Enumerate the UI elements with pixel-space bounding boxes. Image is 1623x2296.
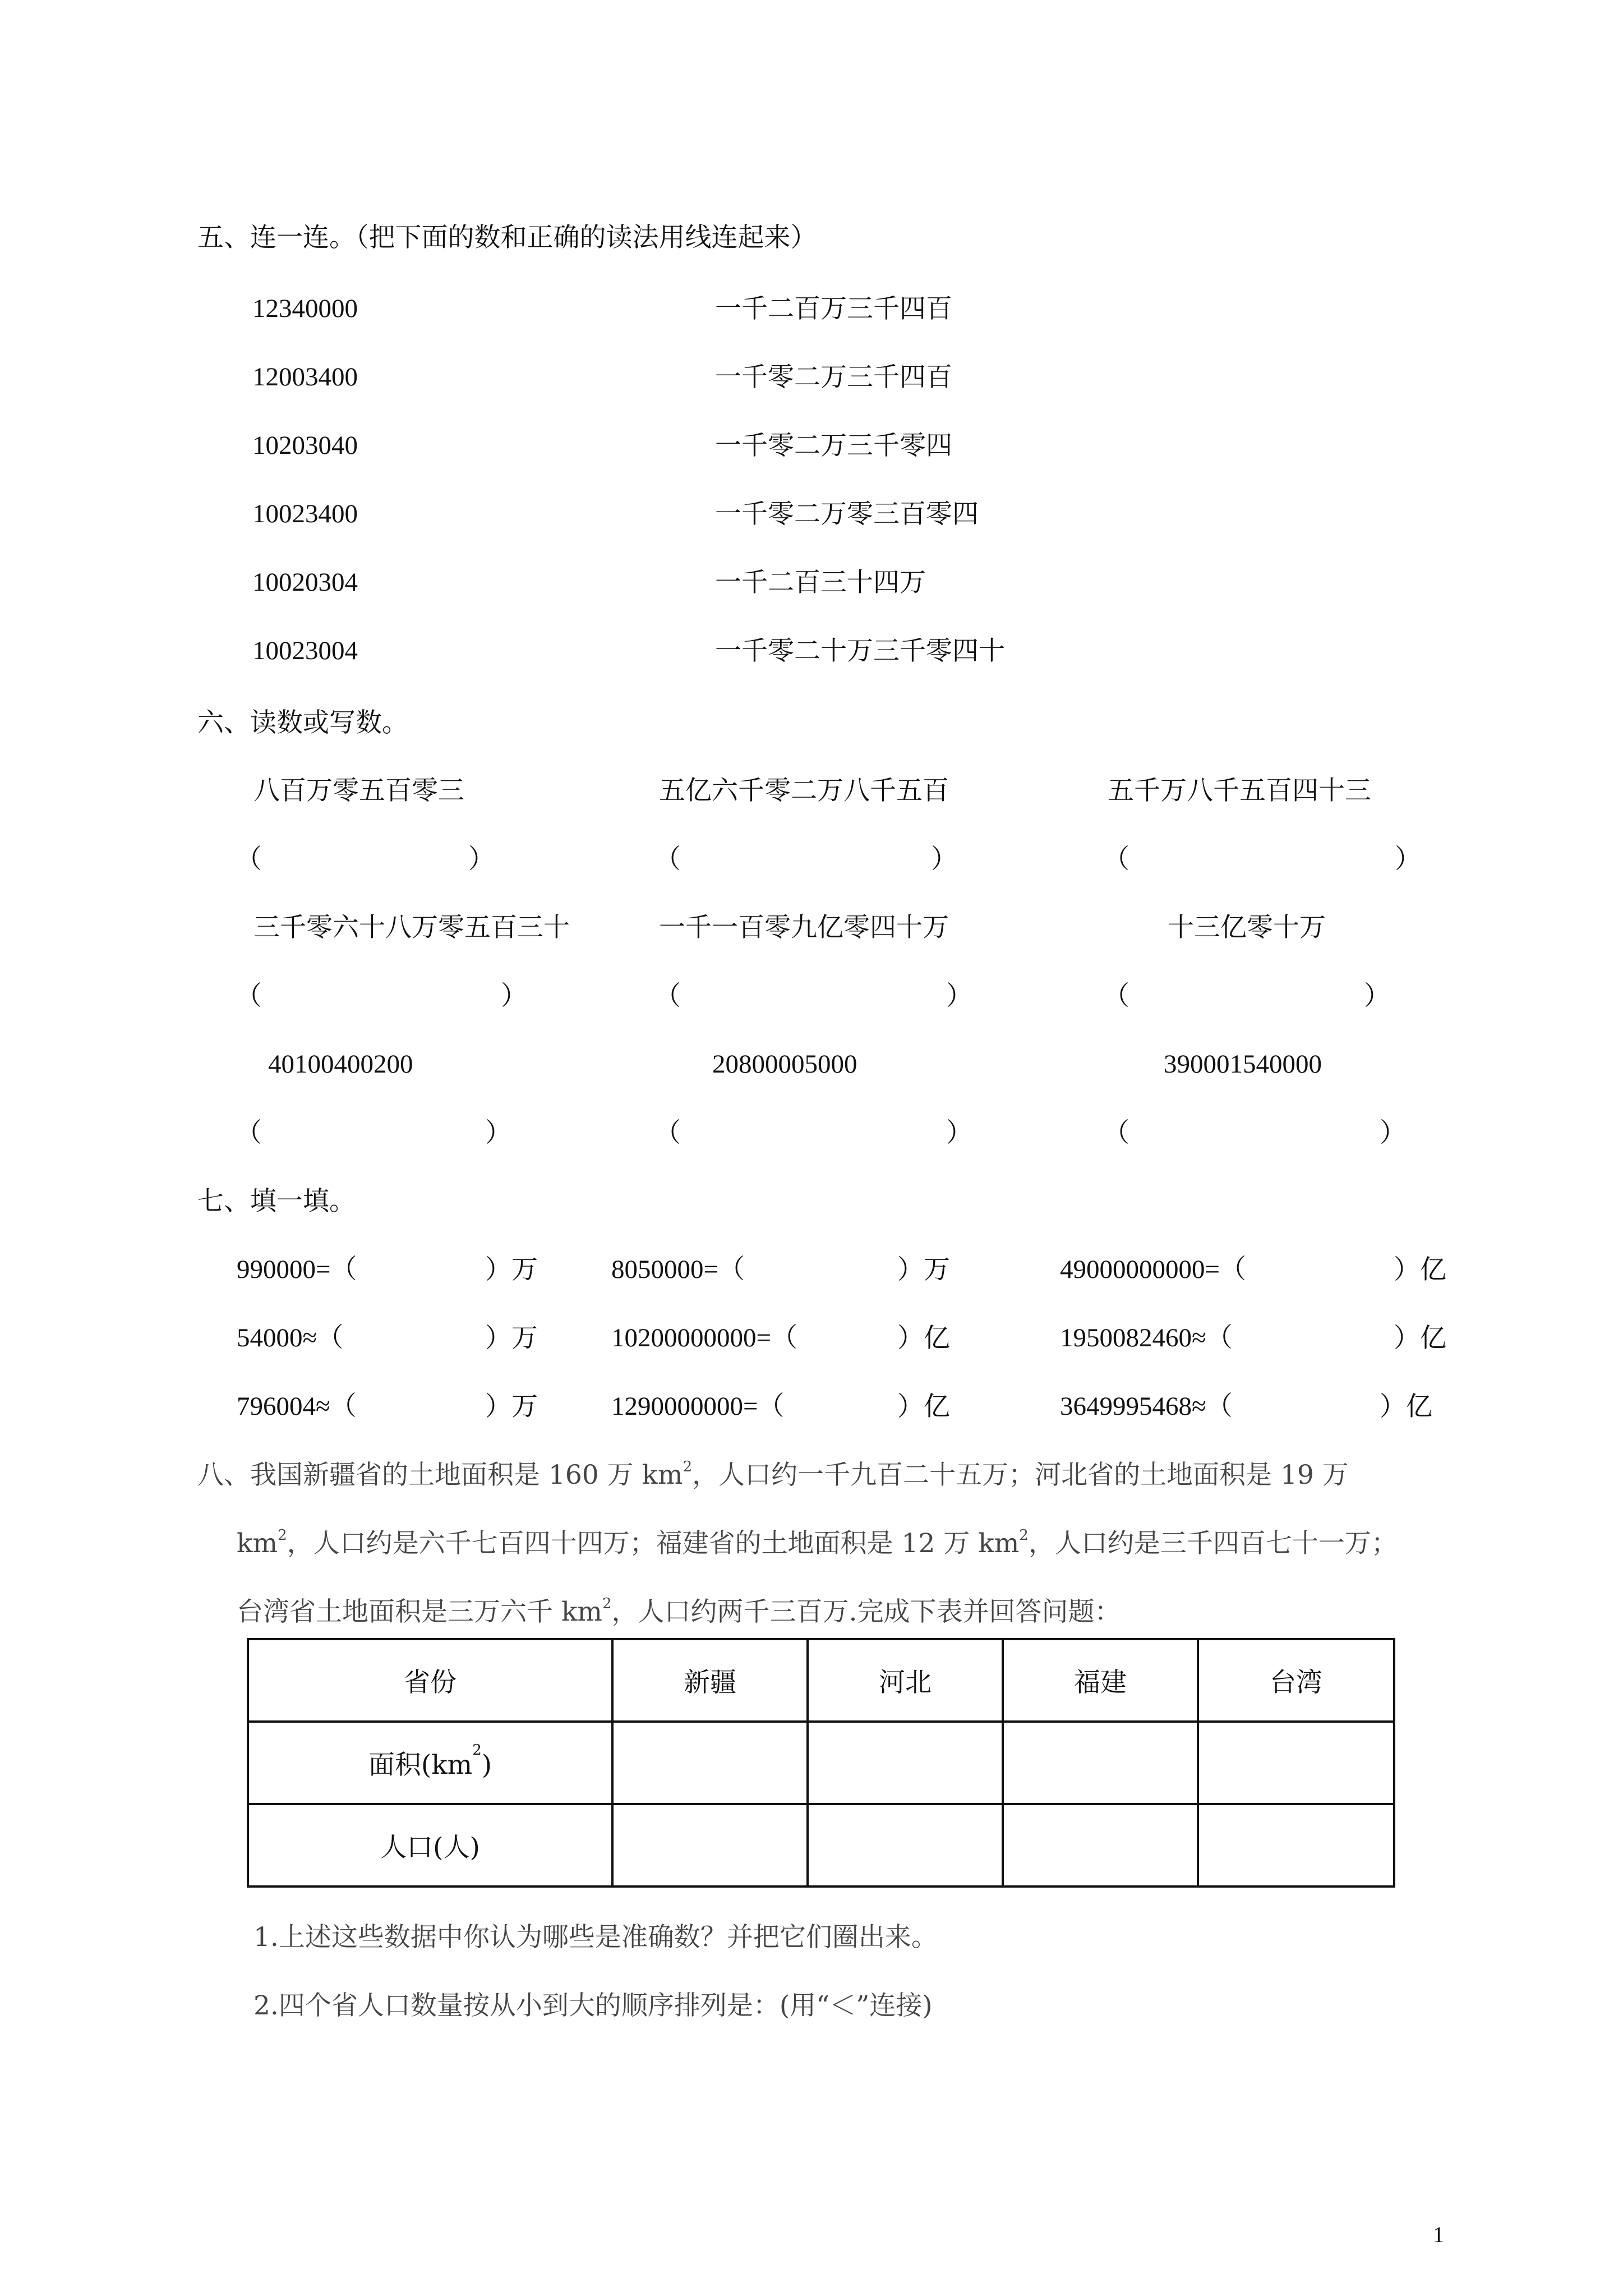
- s7-expr-7[interactable]: 796004≈（: [237, 1392, 357, 1421]
- s6-blank-5-close: ）: [946, 981, 972, 1011]
- s8-sup-4: 2: [602, 1595, 612, 1612]
- s6-item-9: 390001540000: [1164, 1050, 1322, 1079]
- s7-expr-3[interactable]: 49000000000=（: [1060, 1255, 1247, 1284]
- table-row-label-area: [248, 1722, 612, 1804]
- s8-sup-3: 2: [1019, 1527, 1029, 1544]
- s7-unit-8: ）亿: [897, 1391, 950, 1422]
- s7-unit-4: ）万: [485, 1323, 538, 1354]
- s5-reading-3: 一千零二万三千零四: [715, 430, 952, 461]
- s5-number-6: 10023004: [252, 636, 358, 665]
- section-7-title: 七、填一填。: [197, 1186, 356, 1217]
- province-table: [247, 1638, 1395, 1888]
- s8-sup-2: 2: [278, 1527, 287, 1544]
- s7-expr-2[interactable]: 8050000=（: [611, 1255, 745, 1284]
- s6-blank-9-open[interactable]: （: [1103, 1117, 1129, 1148]
- s6-blank-3-open[interactable]: （: [1103, 844, 1129, 875]
- s8-line-1a: 八、我国新疆省的土地面积是 160 万 km: [197, 1460, 683, 1490]
- s6-blank-8-open[interactable]: （: [654, 1117, 681, 1148]
- s5-reading-6: 一千零二十万三千零四十: [715, 636, 1005, 666]
- s5-number-3: 10203040: [252, 431, 358, 460]
- table-cell-input[interactable]: [1198, 1722, 1394, 1804]
- table-cell-input[interactable]: [808, 1804, 1003, 1887]
- table-row: [248, 1639, 1394, 1722]
- page-number: 1: [1433, 2222, 1444, 2247]
- s8-line-3a: 台湾省土地面积是三万六千 km: [237, 1596, 602, 1627]
- s7-unit-9: ）亿: [1380, 1391, 1432, 1422]
- s8-sup-1: 2: [683, 1458, 693, 1475]
- s6-item-5: 一千一百零九亿零四十万: [659, 912, 949, 943]
- s6-blank-9-close: ）: [1380, 1117, 1406, 1148]
- s7-expr-5[interactable]: 10200000000=（: [611, 1323, 798, 1352]
- s6-blank-7-close: ）: [485, 1117, 511, 1148]
- s7-unit-3: ）亿: [1394, 1254, 1446, 1285]
- s6-item-2: 五亿六千零二万八千五百: [659, 775, 949, 806]
- s6-item-8: 20800005000: [712, 1050, 857, 1079]
- s6-blank-7-open[interactable]: （: [236, 1117, 262, 1148]
- s8-line-2c: ，人口约是三千四百七十一万；: [1028, 1528, 1398, 1559]
- table-cell-input[interactable]: [612, 1804, 808, 1887]
- s5-reading-4: 一千零二万零三百零四: [715, 499, 979, 530]
- table-header-cell: 省份: [248, 1639, 612, 1722]
- area-label-sup: 2: [472, 1742, 482, 1759]
- s5-number-1: 12340000: [252, 294, 358, 323]
- s6-blank-1-open[interactable]: （: [236, 844, 262, 875]
- s5-number-2: 12003400: [252, 362, 358, 392]
- s7-unit-7: ）万: [485, 1391, 538, 1422]
- s8-question-2: 2.四个省人口数量按从小到大的顺序排列是：(用“＜”连接): [253, 1990, 933, 2021]
- section-8-line-1: [197, 1458, 1349, 1490]
- area-label-tail: ): [481, 1750, 492, 1780]
- area-label: 面积(km: [368, 1750, 473, 1780]
- table-header-cell: 台湾: [1198, 1639, 1394, 1722]
- s6-blank-8-close: ）: [946, 1117, 972, 1148]
- table-row: [248, 1804, 1394, 1887]
- s6-blank-2-close: ）: [931, 844, 957, 875]
- s6-item-7: 40100400200: [268, 1050, 413, 1079]
- s6-blank-1-close: ）: [468, 844, 495, 875]
- table-cell-input[interactable]: [1198, 1804, 1394, 1887]
- s8-line-2b: ，人口约是六千七百四十四万；福建省的土地面积是 12 万 km: [287, 1528, 1020, 1559]
- s6-item-6: 十三亿零十万: [1168, 912, 1326, 943]
- table-cell-input[interactable]: [1003, 1722, 1198, 1804]
- s7-expr-8[interactable]: 1290000000=（: [611, 1392, 785, 1421]
- s8-line-1b: ，人口约一千九百二十五万；河北省的土地面积是 19 万: [692, 1460, 1349, 1490]
- s5-reading-2: 一千零二万三千四百: [715, 362, 952, 393]
- s6-blank-4-open[interactable]: （: [236, 981, 262, 1011]
- table-cell-input[interactable]: [808, 1722, 1003, 1804]
- section-5-title: 五、连一连。（把下面的数和正确的读法用线连起来）: [197, 222, 817, 253]
- s5-reading-1: 一千二百万三千四百: [715, 293, 952, 324]
- s6-blank-5-open[interactable]: （: [654, 981, 681, 1011]
- section-8-line-2: [237, 1527, 1398, 1559]
- s7-unit-6: ）亿: [1394, 1323, 1446, 1354]
- s8-line-2a: km: [237, 1528, 278, 1559]
- s6-blank-6-open[interactable]: （: [1103, 981, 1129, 1011]
- s7-expr-4[interactable]: 54000≈（: [237, 1323, 344, 1352]
- table-cell-input[interactable]: [1003, 1804, 1198, 1887]
- s7-unit-2: ）万: [897, 1254, 950, 1285]
- s6-blank-4-close: ）: [501, 981, 527, 1011]
- s6-item-1: 八百万零五百零三: [253, 775, 464, 806]
- s6-blank-3-close: ）: [1395, 844, 1421, 875]
- table-row: [248, 1722, 1394, 1804]
- s6-item-3: 五千万八千五百四十三: [1108, 775, 1371, 806]
- s7-expr-6[interactable]: 1950082460≈（: [1060, 1323, 1233, 1352]
- s5-number-5: 10020304: [252, 568, 358, 597]
- s7-expr-9[interactable]: 3649995468≈（: [1060, 1392, 1233, 1421]
- s7-unit-5: ）亿: [897, 1323, 950, 1354]
- s7-expr-1[interactable]: 990000=（: [237, 1255, 357, 1284]
- s5-number-4: 10023400: [252, 499, 358, 528]
- s6-item-4: 三千零六十八万零五百三十: [253, 912, 570, 943]
- s7-unit-1: ）万: [485, 1254, 538, 1285]
- section-6-title: 六、读数或写数。: [197, 707, 408, 738]
- s6-blank-2-open[interactable]: （: [654, 844, 681, 875]
- table-cell-input[interactable]: [612, 1722, 808, 1804]
- table-row-label-population: 人口(人): [248, 1804, 612, 1887]
- s5-reading-5: 一千二百三十四万: [715, 567, 926, 598]
- s8-line-3b: ，人口约两千三百万.完成下表并回答问题：: [611, 1596, 1121, 1627]
- s8-question-1: 1.上述这些数据中你认为哪些是准确数？并把它们圈出来。: [253, 1922, 938, 1953]
- table-header-cell: 福建: [1003, 1639, 1198, 1722]
- table-header-cell: 新疆: [612, 1639, 808, 1722]
- s6-blank-6-close: ）: [1364, 981, 1390, 1011]
- section-8-line-3: [237, 1595, 1121, 1627]
- table-header-cell: 河北: [808, 1639, 1003, 1722]
